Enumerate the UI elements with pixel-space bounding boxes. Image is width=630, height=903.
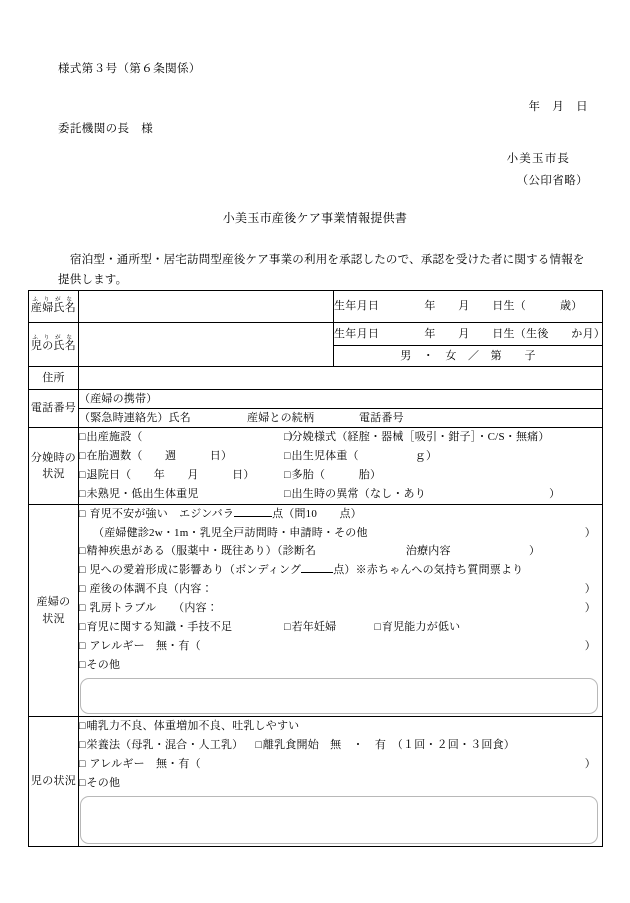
table-row-tel-emergency (29, 409, 603, 428)
delivery-line-2 (79, 447, 602, 466)
mother-condition-knowledge-row (79, 618, 602, 637)
edinburgh-sub-close: ） (584, 527, 596, 539)
mother-condition-notes-box[interactable] (80, 678, 598, 714)
child-allergy-close: ） (584, 758, 596, 770)
field-address[interactable] (79, 367, 603, 390)
mother-name-furigana: ふりがな (30, 297, 77, 304)
field-tel-emergency[interactable]: （緊急時連絡先）氏名 産婦との続柄 電話番号 (79, 409, 603, 428)
field-child-sex-birth-order[interactable]: 男 ・ 女 ／ 第 子 (334, 346, 603, 367)
checkbox-young-mother[interactable]: □ 若年妊婦 (284, 621, 336, 633)
checkbox-mental-illness[interactable]: □ 精神疾患がある（服薬中・既往あり）（診断名 治療内容 ） (79, 542, 602, 561)
checkbox-mother-other[interactable]: □ その他 (79, 656, 602, 675)
checkbox-birth-abnormality[interactable]: □ 出生時の異常（なし・あり ） (284, 485, 602, 504)
mother-allergy-close: ） (584, 640, 596, 652)
checkbox-poor-feeding[interactable]: □ 哺乳力不良、体重増加不良、吐乳しやすい (79, 717, 602, 736)
delivery-line-1 (79, 428, 602, 447)
label-mother-condition (29, 505, 79, 717)
delivery-checklist (79, 428, 603, 505)
label-child-condition: 児の状況 (29, 717, 79, 847)
mother-condition-checklist (79, 505, 603, 717)
page-title: 小美玉市産後ケア事業情報提供書 (222, 211, 408, 225)
child-name-furigana: ふりがな (30, 335, 77, 342)
bonding-score-blank[interactable] (301, 572, 333, 573)
checkbox-discharge-date[interactable]: □ 退院日（ 年 月 日） (79, 466, 284, 485)
addressee: 委託機関の長 様 (58, 123, 154, 135)
table-row-delivery (29, 428, 603, 505)
table-row-child-condition (29, 717, 603, 847)
child-nutrition-row (79, 736, 602, 755)
label-delivery-situation (29, 428, 79, 505)
label-telephone: 電話番号 (29, 390, 79, 428)
table-row-mother-name (29, 291, 603, 323)
checkbox-lack-of-childcare-knowledge[interactable]: □ 育児に関する知識・手技不足 (79, 618, 284, 637)
field-tel-mobile[interactable]: （産婦の携帯） (79, 390, 603, 409)
form-number: 様式第３号（第６条関係） (58, 63, 201, 75)
edinburgh-label-post: 点（問10 点） (272, 508, 362, 520)
field-child-dob[interactable]: 生年月日 年 月 日生（生後 か月） (334, 323, 603, 346)
checkbox-postpartum-poor-health[interactable] (79, 580, 602, 599)
checkbox-weaning-start[interactable]: □ 離乳食開始 無 ・ 有 （１回・２回・３回食） (255, 739, 515, 751)
seal-omitted-note: （公印省略） (516, 175, 588, 187)
table-row-address (29, 367, 603, 390)
field-mother-name[interactable] (79, 291, 334, 323)
label-mother-name (29, 291, 79, 323)
table-row-tel-mobile (29, 390, 603, 409)
child-allergy-text: アレルギー 無・有（ (89, 758, 201, 770)
table-row-child-name (29, 323, 603, 346)
checkbox-gestational-weeks[interactable]: □ 在胎週数（ 週 日） (79, 447, 284, 466)
delivery-line-3 (79, 466, 602, 485)
checkbox-nutrition-method[interactable]: □ 栄養法（母乳・混合・人工乳） (79, 739, 243, 751)
checkbox-multiple-birth[interactable]: □ 多胎（ 胎） (284, 466, 602, 485)
child-condition-notes-box[interactable] (80, 796, 598, 844)
breast-trouble-close: ） (584, 602, 596, 614)
checkbox-childcare-anxiety[interactable] (79, 505, 602, 524)
label-delivery-line1: 分娩時の (30, 451, 77, 464)
checkbox-birth-facility[interactable]: □ 出産施設（ ） (79, 428, 284, 447)
field-child-name[interactable] (79, 323, 334, 367)
checkbox-breast-trouble[interactable] (79, 599, 602, 618)
edinburgh-sub-text: （産婦健診2w・1m・乳児全戸訪問時・申請時・その他 (93, 527, 368, 539)
child-name-label-text: 児の氏名 (30, 340, 77, 353)
checkbox-bonding-impact[interactable] (79, 561, 602, 580)
label-delivery-line2: 状況 (42, 468, 65, 480)
checkbox-delivery-mode[interactable]: □ 分娩様式（経腟・器械［吸引・鉗子］・C/S・無痛） (284, 428, 602, 447)
field-mother-dob[interactable]: 生年月日 年 月 日生（ 歳） (334, 291, 603, 323)
label-mother-condition-line2: 状況 (42, 612, 65, 625)
label-mother-condition-line1: 産婦の (36, 596, 71, 608)
label-child-name (29, 323, 79, 367)
label-address: 住所 (29, 367, 79, 390)
mother-name-label-text: 産婦氏名 (30, 302, 77, 315)
edinburgh-score-blank[interactable] (234, 516, 272, 517)
child-condition-checklist (79, 717, 603, 847)
checkbox-low-childcare-ability[interactable]: □ 育児能力が低い (374, 621, 460, 633)
checkbox-child-other[interactable]: □ その他 (79, 774, 602, 793)
mother-allergy-text: アレルギー 無・有（ (89, 640, 201, 652)
date-line: 年 月 日 (528, 101, 588, 113)
bonding-label-post: 点）※赤ちゃんへの気持ち質問票より (333, 564, 524, 576)
mother-condition-knowledge-right (284, 618, 602, 637)
checkbox-birth-weight[interactable]: □ 出生児体重（ ｇ） (284, 447, 602, 466)
information-table (28, 290, 606, 847)
postpartum-health-close: ） (584, 583, 596, 595)
delivery-line-4 (79, 485, 602, 504)
intro-paragraph: 宿泊型・通所型・居宅訪問型産後ケア事業の利用を承認したので、承認を受けた者に関する情報を提供します。 (58, 254, 585, 286)
checkbox-premature-low-birth-weight[interactable]: □ 未熟児・低出生体重児 (79, 485, 284, 504)
issuer-block (507, 150, 588, 188)
postpartum-health-text: 産後の体調不良（内容： (89, 583, 213, 595)
edinburgh-label-pre: 育児不安が強い エジンバラ (89, 508, 235, 520)
issuer-name: 小美玉市長 (506, 153, 571, 165)
checkbox-mother-allergy[interactable] (79, 637, 602, 656)
bonding-label-pre: 児への愛着形成に影響あり（ボンディング (89, 564, 302, 576)
checkbox-child-allergy[interactable] (79, 755, 602, 774)
breast-trouble-text: 乳房トラブル （内容： (89, 602, 218, 614)
table-row-mother-condition (29, 505, 603, 717)
edinburgh-subline (79, 524, 602, 542)
